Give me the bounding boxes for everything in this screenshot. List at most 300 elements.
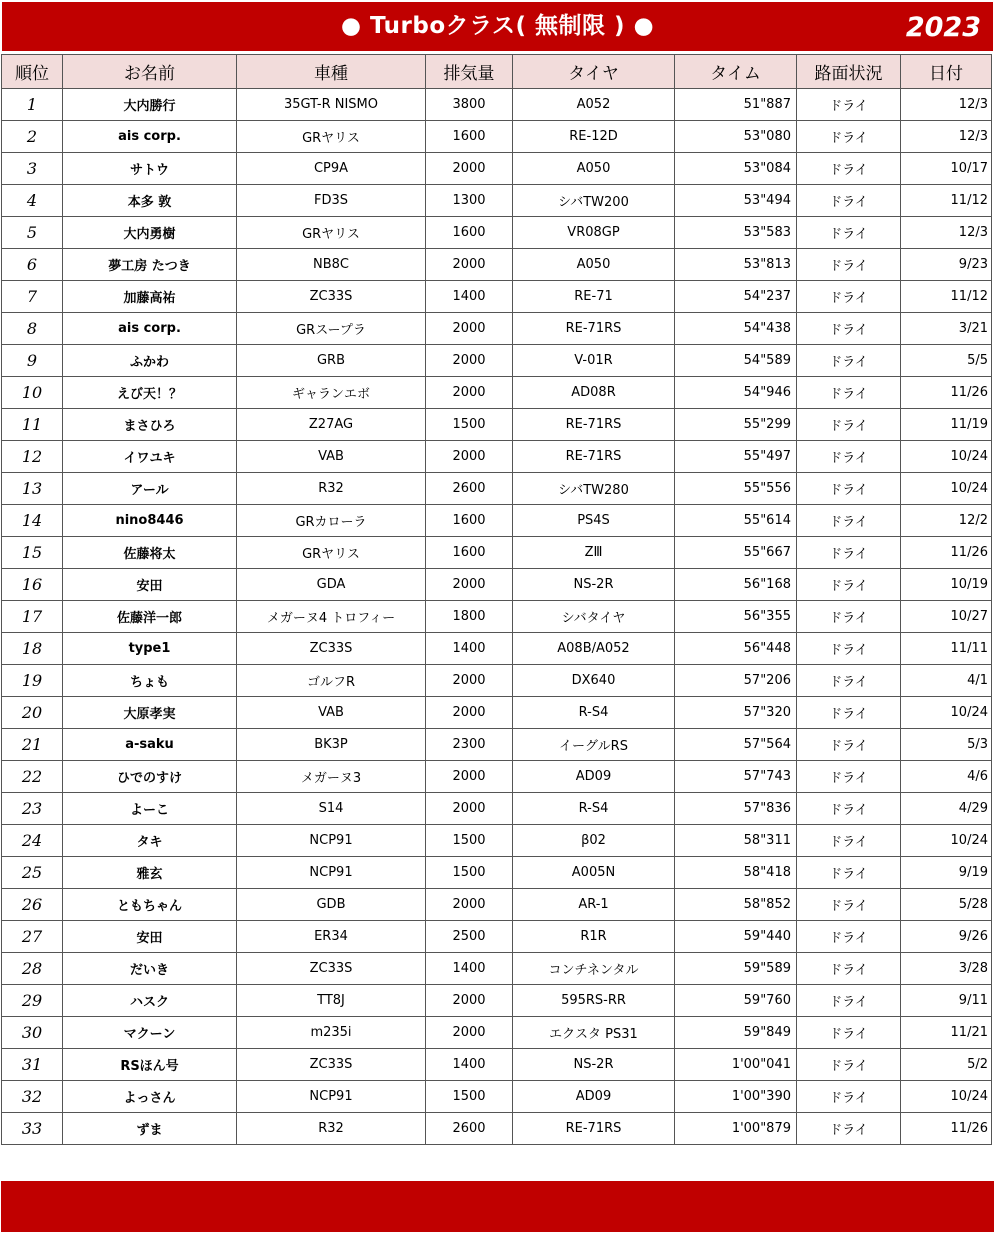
displacement-cell: 2000 (426, 153, 513, 185)
date-cell: 10/17 (901, 153, 992, 185)
date-cell: 10/24 (901, 697, 992, 729)
road-condition-cell: ドライ (797, 537, 901, 569)
date-cell: 10/27 (901, 601, 992, 633)
table-row (2, 953, 992, 985)
tire-cell: A050 (513, 249, 675, 281)
tire-cell: エクスタ PS31 (513, 1017, 675, 1049)
car-cell: ゴルフR (237, 665, 426, 697)
table-row (2, 825, 992, 857)
tire-cell: シバタイヤ (513, 601, 675, 633)
displacement-cell: 2600 (426, 1113, 513, 1145)
rank-cell: 10 (2, 377, 63, 409)
road-condition-cell: ドライ (797, 89, 901, 121)
year-label: 2023 (905, 12, 981, 43)
rank-cell: 29 (2, 985, 63, 1017)
time-cell: 53"813 (675, 249, 797, 281)
time-cell: 59"849 (675, 1017, 797, 1049)
table-row (2, 569, 992, 601)
displacement-cell: 2000 (426, 793, 513, 825)
car-cell: CP9A (237, 153, 426, 185)
displacement-cell: 1400 (426, 281, 513, 313)
displacement-cell: 2000 (426, 665, 513, 697)
displacement-cell: 2000 (426, 313, 513, 345)
date-cell: 4/1 (901, 665, 992, 697)
road-condition-cell: ドライ (797, 889, 901, 921)
car-cell: R32 (237, 1113, 426, 1145)
date-cell: 4/29 (901, 793, 992, 825)
table-row (2, 505, 992, 537)
car-cell: GRスープラ (237, 313, 426, 345)
tire-cell: AD09 (513, 1081, 675, 1113)
tire-cell: 595RS-RR (513, 985, 675, 1017)
rank-cell: 8 (2, 313, 63, 345)
name-cell: ともちゃん (63, 889, 237, 921)
name-cell: えび天！？ (63, 377, 237, 409)
car-cell: ZC33S (237, 633, 426, 665)
table-row (2, 249, 992, 281)
name-cell: よーこ (63, 793, 237, 825)
car-cell: ER34 (237, 921, 426, 953)
date-cell: 3/21 (901, 313, 992, 345)
table-row (2, 121, 992, 153)
time-cell: 58"852 (675, 889, 797, 921)
road-condition-cell: ドライ (797, 217, 901, 249)
table-row (2, 697, 992, 729)
table-row (2, 409, 992, 441)
ranking-table (1, 54, 992, 1145)
rank-cell: 16 (2, 569, 63, 601)
displacement-cell: 3800 (426, 89, 513, 121)
table-row (2, 729, 992, 761)
date-cell: 9/19 (901, 857, 992, 889)
rank-cell: 17 (2, 601, 63, 633)
road-condition-cell: ドライ (797, 985, 901, 1017)
displacement-cell: 2000 (426, 569, 513, 601)
displacement-cell: 1600 (426, 505, 513, 537)
header-displacement: 排気量 (426, 55, 513, 89)
table-row (2, 377, 992, 409)
title-banner (2, 2, 993, 51)
tire-cell: A050 (513, 153, 675, 185)
table-row (2, 345, 992, 377)
displacement-cell: 2000 (426, 377, 513, 409)
rank-cell: 26 (2, 889, 63, 921)
table-row (2, 601, 992, 633)
tire-cell: DX640 (513, 665, 675, 697)
road-condition-cell: ドライ (797, 569, 901, 601)
table-row (2, 985, 992, 1017)
header-date: 日付 (901, 55, 992, 89)
name-cell: だいき (63, 953, 237, 985)
date-cell: 12/2 (901, 505, 992, 537)
tire-cell: コンチネンタル (513, 953, 675, 985)
time-cell: 55"556 (675, 473, 797, 505)
date-cell: 12/3 (901, 89, 992, 121)
time-cell: 57"206 (675, 665, 797, 697)
car-cell: R32 (237, 473, 426, 505)
table-row (2, 89, 992, 121)
date-cell: 11/26 (901, 537, 992, 569)
rank-cell: 14 (2, 505, 63, 537)
displacement-cell: 1500 (426, 409, 513, 441)
displacement-cell: 1500 (426, 825, 513, 857)
tire-cell: シバTW200 (513, 185, 675, 217)
road-condition-cell: ドライ (797, 153, 901, 185)
time-cell: 54"946 (675, 377, 797, 409)
car-cell: ZC33S (237, 281, 426, 313)
date-cell: 3/28 (901, 953, 992, 985)
car-cell: ギャランエボ (237, 377, 426, 409)
rank-cell: 23 (2, 793, 63, 825)
car-cell: GRB (237, 345, 426, 377)
time-cell: 54"589 (675, 345, 797, 377)
table-row (2, 1049, 992, 1081)
rank-cell: 3 (2, 153, 63, 185)
tire-cell: R-S4 (513, 697, 675, 729)
road-condition-cell: ドライ (797, 825, 901, 857)
displacement-cell: 1500 (426, 857, 513, 889)
name-cell: イワユキ (63, 441, 237, 473)
car-cell: メガーヌ4 トロフィー (237, 601, 426, 633)
time-cell: 55"614 (675, 505, 797, 537)
table-row (2, 793, 992, 825)
tire-cell: A005N (513, 857, 675, 889)
date-cell: 11/26 (901, 377, 992, 409)
table-row (2, 441, 992, 473)
displacement-cell: 1400 (426, 633, 513, 665)
name-cell: 夢工房 たつき (63, 249, 237, 281)
car-cell: GRヤリス (237, 121, 426, 153)
displacement-cell: 2300 (426, 729, 513, 761)
time-cell: 59"589 (675, 953, 797, 985)
time-cell: 59"440 (675, 921, 797, 953)
table-row (2, 633, 992, 665)
tire-cell: RE-12D (513, 121, 675, 153)
table-row (2, 1017, 992, 1049)
car-cell: VAB (237, 697, 426, 729)
header-name: お名前 (63, 55, 237, 89)
car-cell: GRカローラ (237, 505, 426, 537)
road-condition-cell: ドライ (797, 633, 901, 665)
date-cell: 11/19 (901, 409, 992, 441)
header-tire: タイヤ (513, 55, 675, 89)
time-cell: 59"760 (675, 985, 797, 1017)
tire-cell: NS-2R (513, 1049, 675, 1081)
table-row (2, 281, 992, 313)
name-cell: 加藤高祐 (63, 281, 237, 313)
rank-cell: 13 (2, 473, 63, 505)
rank-cell: 24 (2, 825, 63, 857)
date-cell: 9/23 (901, 249, 992, 281)
tire-cell: RE-71RS (513, 313, 675, 345)
road-condition-cell: ドライ (797, 313, 901, 345)
time-cell: 57"320 (675, 697, 797, 729)
tire-cell: NS-2R (513, 569, 675, 601)
time-cell: 1'00"390 (675, 1081, 797, 1113)
table-row (2, 153, 992, 185)
table-row (2, 857, 992, 889)
time-cell: 55"667 (675, 537, 797, 569)
date-cell: 10/24 (901, 1081, 992, 1113)
road-condition-cell: ドライ (797, 1081, 901, 1113)
date-cell: 11/12 (901, 281, 992, 313)
tire-cell: シバTW280 (513, 473, 675, 505)
name-cell: タキ (63, 825, 237, 857)
table-row (2, 761, 992, 793)
tire-cell: β02 (513, 825, 675, 857)
name-cell: 大内勝行 (63, 89, 237, 121)
road-condition-cell: ドライ (797, 441, 901, 473)
car-cell: 35GT-R NISMO (237, 89, 426, 121)
table-row (2, 889, 992, 921)
rank-cell: 12 (2, 441, 63, 473)
road-condition-cell: ドライ (797, 473, 901, 505)
date-cell: 11/26 (901, 1113, 992, 1145)
car-cell: S14 (237, 793, 426, 825)
time-cell: 53"084 (675, 153, 797, 185)
rank-cell: 9 (2, 345, 63, 377)
road-condition-cell: ドライ (797, 345, 901, 377)
name-cell: 佐藤洋一郎 (63, 601, 237, 633)
name-cell: マクーン (63, 1017, 237, 1049)
name-cell: ais corp. (63, 313, 237, 345)
tire-cell: A08B/A052 (513, 633, 675, 665)
name-cell: 安田 (63, 921, 237, 953)
date-cell: 10/24 (901, 473, 992, 505)
rank-cell: 22 (2, 761, 63, 793)
time-cell: 57"564 (675, 729, 797, 761)
displacement-cell: 1500 (426, 1081, 513, 1113)
car-cell: FD3S (237, 185, 426, 217)
time-cell: 51"887 (675, 89, 797, 121)
displacement-cell: 1800 (426, 601, 513, 633)
table-row (2, 537, 992, 569)
rank-cell: 33 (2, 1113, 63, 1145)
name-cell: 安田 (63, 569, 237, 601)
road-condition-cell: ドライ (797, 505, 901, 537)
name-cell: よっさん (63, 1081, 237, 1113)
rank-cell: 27 (2, 921, 63, 953)
rank-cell: 25 (2, 857, 63, 889)
name-cell: type1 (63, 633, 237, 665)
road-condition-cell: ドライ (797, 793, 901, 825)
time-cell: 1'00"041 (675, 1049, 797, 1081)
tire-cell: R-S4 (513, 793, 675, 825)
rank-cell: 15 (2, 537, 63, 569)
road-condition-cell: ドライ (797, 249, 901, 281)
name-cell: サトウ (63, 153, 237, 185)
displacement-cell: 1600 (426, 217, 513, 249)
time-cell: 58"418 (675, 857, 797, 889)
rank-cell: 18 (2, 633, 63, 665)
road-condition-cell: ドライ (797, 953, 901, 985)
displacement-cell: 2000 (426, 249, 513, 281)
date-cell: 10/24 (901, 441, 992, 473)
road-condition-cell: ドライ (797, 729, 901, 761)
displacement-cell: 1400 (426, 1049, 513, 1081)
car-cell: BK3P (237, 729, 426, 761)
car-cell: メガーヌ3 (237, 761, 426, 793)
name-cell: ちょも (63, 665, 237, 697)
car-cell: GRヤリス (237, 537, 426, 569)
car-cell: Z27AG (237, 409, 426, 441)
road-condition-cell: ドライ (797, 1017, 901, 1049)
name-cell: ふかわ (63, 345, 237, 377)
road-condition-cell: ドライ (797, 121, 901, 153)
date-cell: 12/3 (901, 121, 992, 153)
name-cell: まさひろ (63, 409, 237, 441)
table-row (2, 1081, 992, 1113)
road-condition-cell: ドライ (797, 377, 901, 409)
road-condition-cell: ドライ (797, 1113, 901, 1145)
time-cell: 54"237 (675, 281, 797, 313)
date-cell: 9/11 (901, 985, 992, 1017)
table-header-row (2, 55, 992, 89)
road-condition-cell: ドライ (797, 601, 901, 633)
car-cell: TT8J (237, 985, 426, 1017)
name-cell: ais corp. (63, 121, 237, 153)
tire-cell: V-01R (513, 345, 675, 377)
tire-cell: RE-71RS (513, 441, 675, 473)
tire-cell: RE-71 (513, 281, 675, 313)
road-condition-cell: ドライ (797, 1049, 901, 1081)
car-cell: m235i (237, 1017, 426, 1049)
displacement-cell: 2000 (426, 985, 513, 1017)
displacement-cell: 2000 (426, 1017, 513, 1049)
name-cell: ひでのすけ (63, 761, 237, 793)
table-row (2, 313, 992, 345)
name-cell: nino8446 (63, 505, 237, 537)
rank-cell: 4 (2, 185, 63, 217)
time-cell: 54"438 (675, 313, 797, 345)
displacement-cell: 2000 (426, 441, 513, 473)
tire-cell: RE-71RS (513, 409, 675, 441)
date-cell: 5/2 (901, 1049, 992, 1081)
road-condition-cell: ドライ (797, 857, 901, 889)
tire-cell: AR-1 (513, 889, 675, 921)
rank-cell: 2 (2, 121, 63, 153)
tire-cell: イーグルRS (513, 729, 675, 761)
rank-cell: 19 (2, 665, 63, 697)
header-rank: 順位 (2, 55, 63, 89)
page-title: ● Turboクラス( 無制限 ) ● (340, 13, 655, 39)
rank-cell: 5 (2, 217, 63, 249)
name-cell: a-saku (63, 729, 237, 761)
displacement-cell: 2000 (426, 345, 513, 377)
date-cell: 5/3 (901, 729, 992, 761)
rank-cell: 20 (2, 697, 63, 729)
time-cell: 57"743 (675, 761, 797, 793)
date-cell: 5/28 (901, 889, 992, 921)
date-cell: 9/26 (901, 921, 992, 953)
time-cell: 53"494 (675, 185, 797, 217)
time-cell: 56"168 (675, 569, 797, 601)
time-cell: 55"299 (675, 409, 797, 441)
car-cell: NCP91 (237, 857, 426, 889)
displacement-cell: 2000 (426, 889, 513, 921)
name-cell: 大内勇樹 (63, 217, 237, 249)
header-road-condition: 路面状況 (797, 55, 901, 89)
header-car: 車種 (237, 55, 426, 89)
date-cell: 11/11 (901, 633, 992, 665)
displacement-cell: 1600 (426, 121, 513, 153)
rank-cell: 28 (2, 953, 63, 985)
date-cell: 4/6 (901, 761, 992, 793)
tire-cell: AD09 (513, 761, 675, 793)
displacement-cell: 1600 (426, 537, 513, 569)
time-cell: 58"311 (675, 825, 797, 857)
road-condition-cell: ドライ (797, 665, 901, 697)
rank-cell: 1 (2, 89, 63, 121)
table-row (2, 665, 992, 697)
car-cell: NCP91 (237, 1081, 426, 1113)
car-cell: GDA (237, 569, 426, 601)
rank-cell: 7 (2, 281, 63, 313)
car-cell: NCP91 (237, 825, 426, 857)
car-cell: GRヤリス (237, 217, 426, 249)
time-cell: 57"836 (675, 793, 797, 825)
date-cell: 10/24 (901, 825, 992, 857)
name-cell: RSほん号 (63, 1049, 237, 1081)
tire-cell: RE-71RS (513, 1113, 675, 1145)
footer-banner (1, 1181, 994, 1232)
time-cell: 56"355 (675, 601, 797, 633)
name-cell: ずま (63, 1113, 237, 1145)
rank-cell: 11 (2, 409, 63, 441)
road-condition-cell: ドライ (797, 409, 901, 441)
name-cell: 雅玄 (63, 857, 237, 889)
tire-cell: AD08R (513, 377, 675, 409)
car-cell: NB8C (237, 249, 426, 281)
road-condition-cell: ドライ (797, 697, 901, 729)
tire-cell: PS4S (513, 505, 675, 537)
table-row (2, 921, 992, 953)
table-row (2, 217, 992, 249)
date-cell: 5/5 (901, 345, 992, 377)
time-cell: 1'00"879 (675, 1113, 797, 1145)
road-condition-cell: ドライ (797, 761, 901, 793)
time-cell: 53"583 (675, 217, 797, 249)
table-row (2, 1113, 992, 1145)
name-cell: 大原孝実 (63, 697, 237, 729)
car-cell: ZC33S (237, 1049, 426, 1081)
car-cell: ZC33S (237, 953, 426, 985)
road-condition-cell: ドライ (797, 185, 901, 217)
date-cell: 12/3 (901, 217, 992, 249)
date-cell: 11/21 (901, 1017, 992, 1049)
name-cell: 本多 敦 (63, 185, 237, 217)
table-row (2, 473, 992, 505)
displacement-cell: 1300 (426, 185, 513, 217)
displacement-cell: 2600 (426, 473, 513, 505)
rank-cell: 30 (2, 1017, 63, 1049)
rank-cell: 32 (2, 1081, 63, 1113)
tire-cell: R1R (513, 921, 675, 953)
tire-cell: ZⅢ (513, 537, 675, 569)
displacement-cell: 2000 (426, 697, 513, 729)
displacement-cell: 2500 (426, 921, 513, 953)
date-cell: 11/12 (901, 185, 992, 217)
name-cell: 佐藤将太 (63, 537, 237, 569)
name-cell: ハスク (63, 985, 237, 1017)
table-row (2, 185, 992, 217)
time-cell: 55"497 (675, 441, 797, 473)
date-cell: 10/19 (901, 569, 992, 601)
road-condition-cell: ドライ (797, 921, 901, 953)
displacement-cell: 2000 (426, 761, 513, 793)
car-cell: GDB (237, 889, 426, 921)
tire-cell: A052 (513, 89, 675, 121)
